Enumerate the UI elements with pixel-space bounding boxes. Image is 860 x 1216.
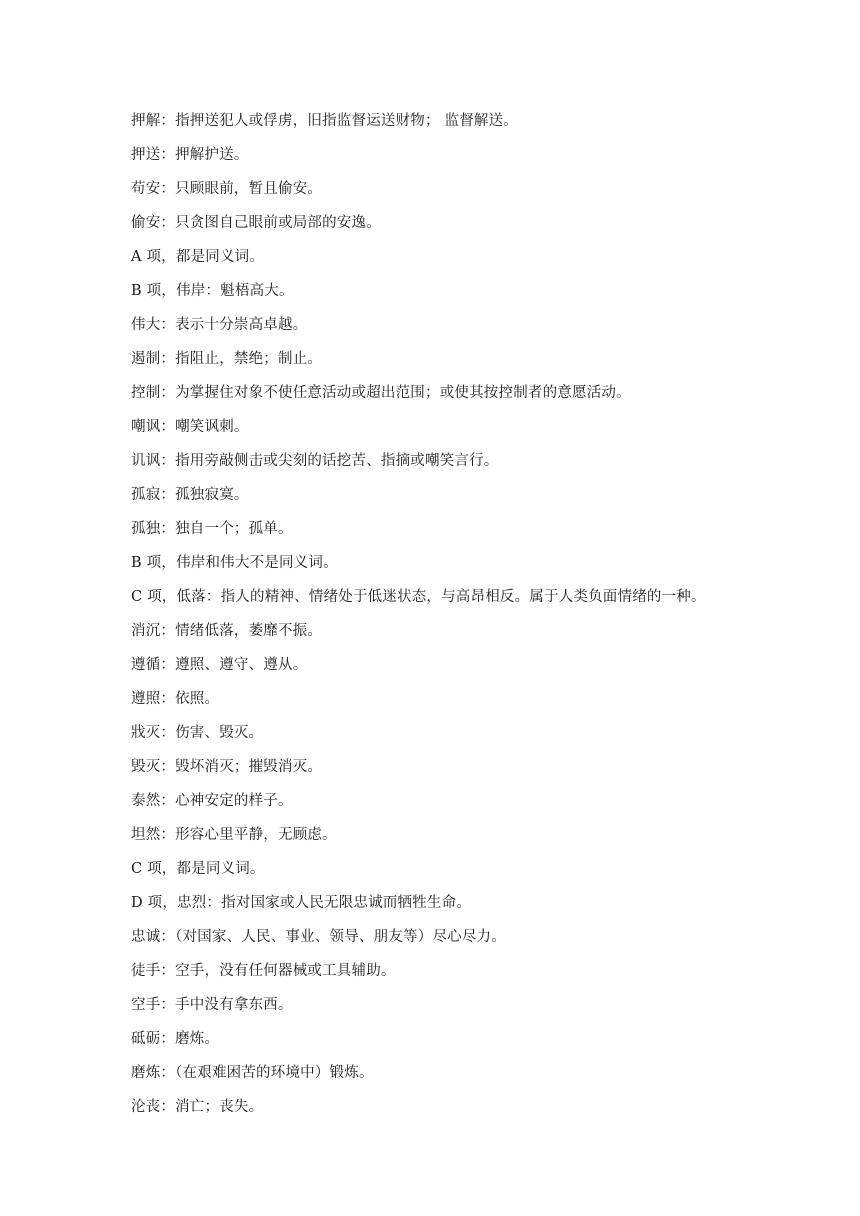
text-line: 偷安：只贪图自己眼前或局部的安逸。 xyxy=(131,215,381,231)
text-line: 泰然：心神安定的样子。 xyxy=(131,793,293,809)
text-line: 磨炼：（在艰难困苦的环境中）锻炼。 xyxy=(131,1065,374,1081)
text-line: 遵照：依照。 xyxy=(131,691,220,707)
text-line: 讥讽：指用旁敲侧击或尖刻的话挖苦、指摘或嘲笑言行。 xyxy=(131,453,499,469)
text-line: 砥砺：磨炼。 xyxy=(131,1031,220,1047)
text-line: C 项，低落：指人的精神、情绪处于低迷状态，与高昂相反。属于人类负面情绪的一种。 xyxy=(131,589,706,605)
text-line: 伟大：表示十分崇高卓越。 xyxy=(131,317,308,333)
text-line: A 项，都是同义词。 xyxy=(131,249,265,265)
text-line: D 项，忠烈：指对国家或人民无限忠诚而牺牲生命。 xyxy=(131,895,472,911)
text-line: 消沉：情绪低落，萎靡不振。 xyxy=(131,623,323,639)
text-line: B 项，伟岸：魁梧高大。 xyxy=(131,283,294,299)
document-body xyxy=(131,107,831,1127)
text-line: 押解：指押送犯人或俘虏，旧指监督运送财物； 监督解送。 xyxy=(131,113,519,129)
text-line: 遵循：遵照、遵守、遵从。 xyxy=(131,657,308,673)
text-line: 押送：押解护送。 xyxy=(131,147,249,163)
text-line: 坦然：形容心里平静，无顾虑。 xyxy=(131,827,337,843)
text-line: 控制：为掌握住对象不使任意活动或超出范围；或使其按控制者的意愿活动。 xyxy=(131,385,631,401)
text-line: C 项，都是同义词。 xyxy=(131,861,265,877)
text-line: 孤寂：孤独寂寞。 xyxy=(131,487,249,503)
text-line: 忠诚：（对国家、人民、事业、领导、朋友等）尽心尽力。 xyxy=(131,929,506,945)
text-line: 孤独：独自一个；孤单。 xyxy=(131,521,293,537)
text-line: 徒手：空手，没有任何器械或工具辅助。 xyxy=(131,963,396,979)
text-line: 沦丧：消亡；丧失。 xyxy=(131,1099,264,1115)
text-line: 空手：手中没有拿东西。 xyxy=(131,997,293,1013)
text-line: B 项，伟岸和伟大不是同义词。 xyxy=(131,555,338,571)
text-line: 苟安：只顾眼前，暂且偷安。 xyxy=(131,181,323,197)
text-line: 戕灭：伤害、毁灭。 xyxy=(131,725,264,741)
text-line: 嘲讽：嘲笑讽刺。 xyxy=(131,419,249,435)
text-line: 遏制：指阻止，禁绝；制止。 xyxy=(131,351,323,367)
text-line: 毁灭：毁坏消灭；摧毁消灭。 xyxy=(131,759,323,775)
